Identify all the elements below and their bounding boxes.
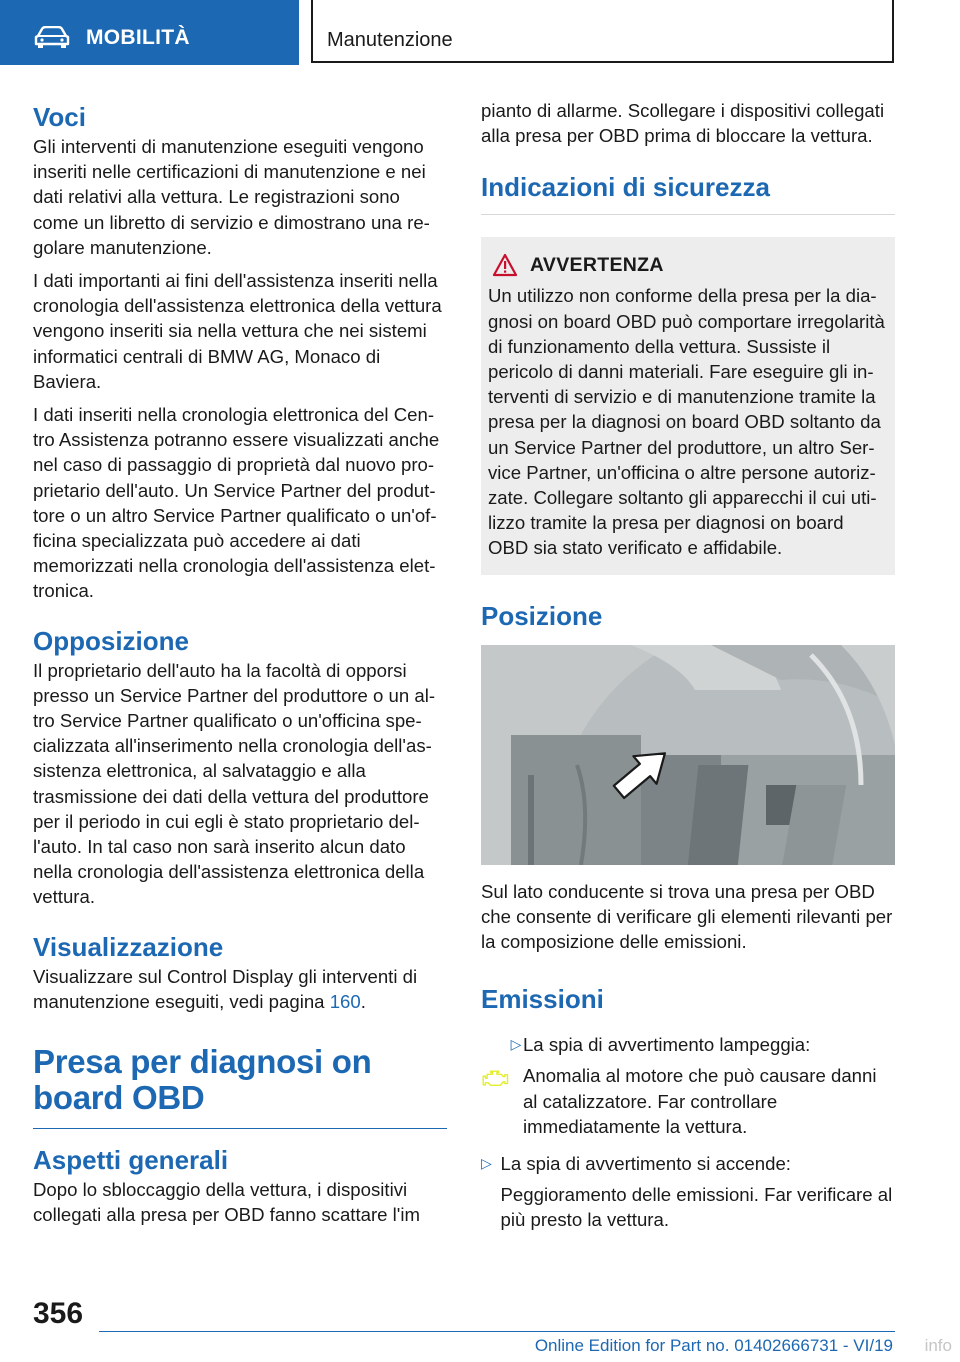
bullet-triangle-icon: ▷ [481,1155,492,1172]
warning-header [488,253,885,277]
heading-voci: Voci [33,102,86,132]
left-column [33,100,447,1236]
emission-2-head: La spia di avvertimento si accende: [500,1153,791,1175]
heading-emissioni: Emissioni [481,984,604,1015]
heading-opposizione: Opposizione [33,625,189,656]
warning-label: AVVERTENZA [530,253,664,276]
engine-warning-icon [481,1056,511,1101]
footer-rule [99,1331,895,1332]
emission-1-body: Anomalia al motore che può causare danni al catalizzatore. Far controllare immediatamente la vettura. [522,1065,877,1137]
car-icon [34,26,70,48]
right-column [481,98,895,1239]
emission-2-body: Peggioramento delle emissioni. Far verificare al più presto la vettura. [500,1184,893,1231]
edition-text: Online Edition for Part no. 01402666731 - VI/19 [534,1336,893,1355]
heading-visualizzazione: Visualizzazione [33,931,224,962]
heading-sicurezza: Indicazioni di sicurezza [481,172,770,203]
period: . [360,990,366,1012]
generali-paragraph: Dopo lo sbloccaggio della vettura, i dispositivi collegati alla presa per OBD fanno scattare l'im [33,1179,420,1226]
warning-box [481,237,895,574]
voci-paragraph-3: I dati inseriti nella cronologia elettronica del Centro Assistenza potranno essere visualizzati anche nel caso di passaggio di proprietà dal nuovo proprietario dell'auto. Un Service Partner del produttore o un altro Service Partner qualificato o un'officina specializzata può accedere ai dati memorizzati nella cronologia dell'assistenza elettronica. [33,404,440,602]
voci-paragraph-2: I dati importanti ai fini dell'assistenza inseriti nella cronologia dell'assistenza elettronica della vettura vengono inseriti sia nella vettura che nei sistemi informatici centrali di BMW AG, Monaco di Baviera. [33,270,442,392]
chapter-label: Manutenzione [327,29,453,51]
emission-item-1 [511,1032,895,1145]
emission-1-head: La spia di avvertimento lampeggia: [522,1034,811,1056]
voci-paragraph-1: Gli interventi di manutenzione eseguiti vengono inseriti nelle certificazioni di manutenzione e nei dati relativi alla vettura. Le registrazioni sono come un libretto di servizio e dimostrano una regolare manutenzione. [33,136,430,258]
bullet-triangle-icon: ▷ [510,1036,522,1053]
visualizzazione-text: Visualizzare sul Control Display gli interventi di manutenzione eseguiti, vedi pagina [33,965,418,1012]
emission-warning-1 [481,1032,895,1145]
posizione-paragraph: Sul lato conducente si trova una presa per OBD che consente di verificare gli elementi rilevanti per la composizione delle emissioni. [481,880,893,953]
page-link[interactable]: 160 [329,990,361,1012]
page-number: 356 [33,1297,84,1330]
section-tab[interactable] [0,0,299,65]
warning-text: Un utilizzo non conforme della presa per la diagnosi on board OBD può comportare irregolarità di funzionamento della vettura. Sussiste il pericolo di danni materiali. Fare eseguire gli interventi di servizio e di manutenzione tramite la presa per la diagnosi on board OBD soltanto da un Service Partner del produttore, un altro Service Partner, un'officina o altre persone autorizzate. Collegare soltanto gli apparecchi il cui utilizzo tramite la presa per diagnosi on board OBD sia stato verificato e affidabile. [488,285,885,559]
warning-triangle-icon [492,253,518,277]
emission-item-2 [481,1151,895,1239]
visualizzazione-paragraph [33,964,447,1014]
heading-posizione: Posizione [481,600,603,631]
obd-location-photo [481,645,895,865]
heading-aspetti-generali: Aspetti generali [33,1145,229,1176]
opposizione-paragraph: Il proprietario dell'auto ha la facoltà di opporsi presso un Service Partner del produttore o un altro Service Partner qualificato o un'officina specializzata all'inserimento nella cronologia dell'assistenza elettronica, al salvataggio e alla trasmissione dei dati della vettura del produttore per il periodo in cui egli è stato proprietario dell'auto. In tal caso non sarà inserito alcun dato nella cronologia dell'assistenza elettronica della vettura. [33,659,436,908]
heading-rule [33,1128,447,1129]
section-label: MOBILITÀ [86,26,190,49]
heading-obd: Presa per diagnosi on board OBD [33,1043,372,1117]
watermark: info [924,1336,952,1355]
section-rule [481,214,895,215]
chapter-tab[interactable] [311,0,894,63]
continued-paragraph: pianto di allarme. Scollegare i dispositivi collegati alla presa per OBD prima di bloccare la vettura. [481,100,885,147]
